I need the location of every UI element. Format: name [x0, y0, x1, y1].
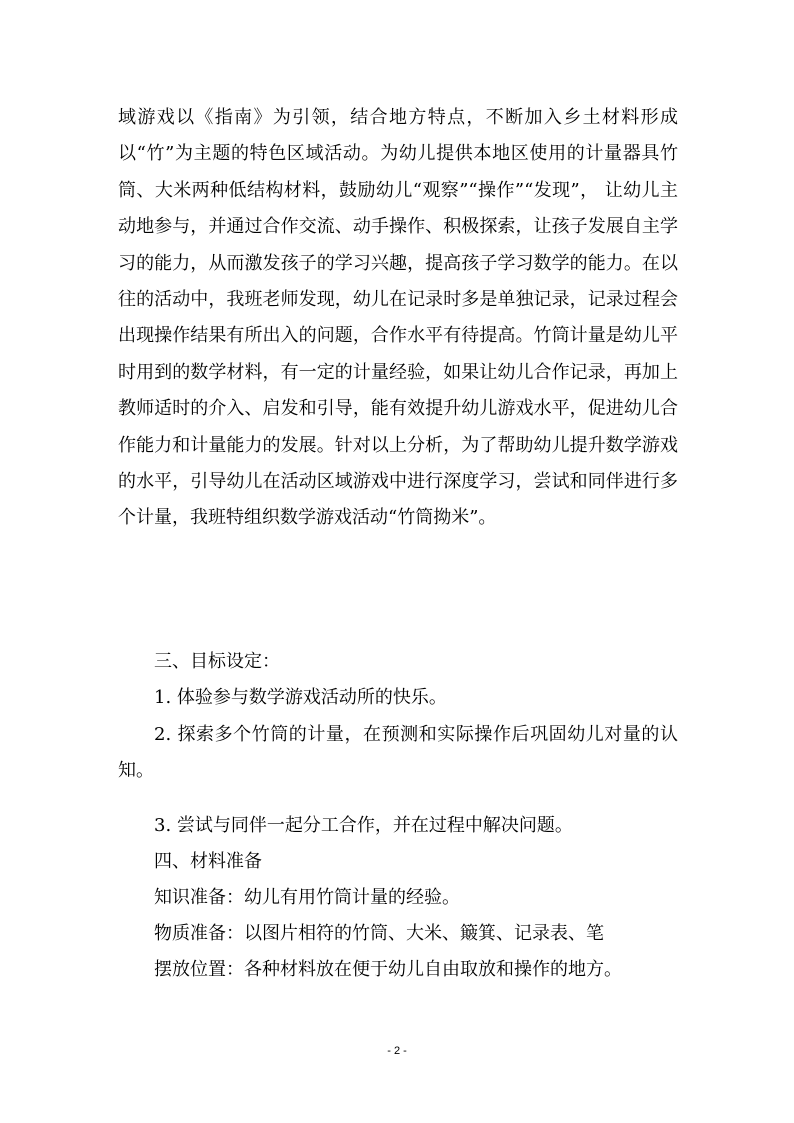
page-number: - 2 - — [387, 1045, 407, 1057]
placement-location: 摆放位置：各种材料放在便于幼儿自由取放和操作的地方。 — [154, 959, 622, 980]
section-heading-goals: 三、目标设定： — [154, 651, 280, 672]
material-preparation: 物质准备：以图片相符的竹筒、大米、簸箕、记录表、笔 — [154, 923, 604, 944]
body-paragraph-continued: 域游戏以《指南》为引领，结合地方特点，不断加入乡土材料形成以“竹”为主题的特色区域活动。为幼儿提供本地区使用的计量器具竹筒、大米两种低结构材料，鼓励幼儿“观察”“操作”“发现”， 让幼儿主动地参与，并通过合作交流、动手操作、积极探索，让孩子发展自主学习的能力，从而激发孩子的学习兴趣，提高孩子学习数学的能力。在以往的活动中，我班老师发现，幼儿在记录时多是单独记录，记录过程会出现操作结果有所出入的问题，合作水平有待提高。竹筒计量是幼儿平时用到的数学材料，有一定的计量经验，如果让幼儿合作记录，再加上教师适时的介入、启发和引导，能有效提升幼儿游戏水平，促进幼儿合作能力和计量能力的发展。针对以上分析，为了帮助幼儿提升数学游戏的水平，引导幼儿在活动区域游戏中进行深度学习，尝试和同伴进行多个计量，我班特组织数学游戏活动“竹筒拗米”。 — [118, 107, 678, 529]
section-heading-materials: 四、材料准备 — [154, 851, 262, 872]
goal-item-3: 3. 尝试与同伴一起分工合作，并在过程中解决问题。 — [154, 815, 573, 836]
knowledge-preparation: 知识准备：幼儿有用竹筒计量的经验。 — [154, 887, 460, 908]
goal-item-1: 1. 体验参与数学游戏活动所的快乐。 — [154, 687, 447, 708]
goal-item-2: 2. 探索多个竹筒的计量，在预测和实际操作后巩固幼儿对量的认知。 — [118, 724, 678, 782]
